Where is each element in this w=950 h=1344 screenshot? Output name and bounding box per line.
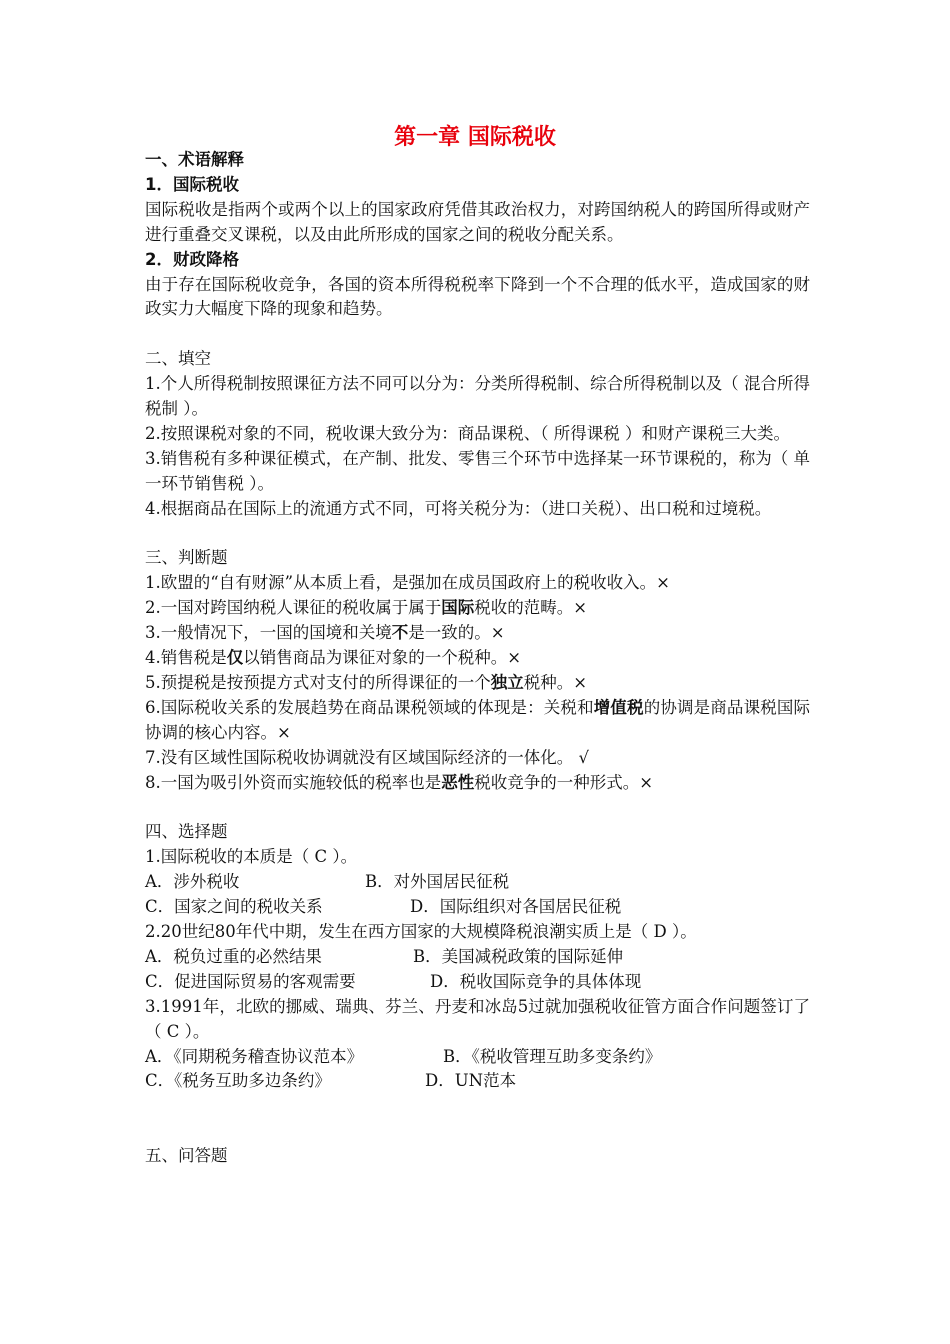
option-d: D．UN范本 bbox=[425, 1071, 517, 1091]
choice-options-1ab bbox=[145, 870, 810, 895]
section-heading-choice: 四、选择题 bbox=[145, 822, 228, 842]
judge-keyword: 恶性 bbox=[441, 772, 475, 792]
option-c: C．《税务互助多边条约》 bbox=[145, 1071, 331, 1091]
option-a: A．《同期税务稽查协议范本》 bbox=[145, 1046, 364, 1066]
choice-options-3cd bbox=[145, 1069, 810, 1094]
option-d: D．税收国际竞争的具体体现 bbox=[430, 971, 642, 991]
judge-keyword: 仅 bbox=[226, 648, 244, 668]
option-c: C．国家之间的税收关系 bbox=[145, 897, 323, 917]
judge-text: 8.一国为吸引外资而实施较低的税率也是 bbox=[145, 772, 442, 792]
judge-question-3 bbox=[145, 621, 810, 646]
term-title-2: 2．财政降格 bbox=[145, 249, 239, 269]
judge-question-1: 1.欧盟的“自有财源”从本质上看，是强加在成员国政府上的税收收入。× bbox=[145, 573, 670, 593]
judge-question-2 bbox=[145, 596, 810, 621]
judge-question-5 bbox=[145, 671, 810, 696]
judge-keyword: 独立 bbox=[490, 673, 524, 692]
judge-text: 4.销售税是 bbox=[145, 648, 227, 668]
judge-text: 6.国际税收关系的发展趋势在商品课税领域的体现是：关税和 bbox=[145, 697, 594, 717]
choice-question-3: 3.1991年，北欧的挪威、瑞典、芬兰、丹麦和冰岛5过就加强税收征管方面合作问题签订了（ C ）。 bbox=[145, 996, 810, 1041]
option-b: B．对外国居民征税 bbox=[365, 872, 510, 892]
section-heading-qa: 五、问答题 bbox=[145, 1146, 228, 1166]
fill-question-3: 3.销售税有多种课征模式，在产制、批发、零售三个环节中选择某一环节课税的，称为（ 单一环节销售税 ）。 bbox=[145, 448, 810, 493]
judge-question-4 bbox=[145, 646, 810, 671]
page-title: 第一章 国际税收 bbox=[394, 125, 556, 150]
judge-keyword: 增值税 bbox=[593, 697, 644, 717]
term-body-1: 国际税收是指两个或两个以上的国家政府凭借其政治权力，对跨国纳税人的跨国所得或财产进行重叠交叉课税，以及由此所形成的国家之间的税收分配关系。 bbox=[145, 199, 810, 244]
judge-question-6 bbox=[145, 696, 810, 746]
judge-text: 5.预提税是按预提方式对支付的所得课征的一个 bbox=[145, 673, 491, 692]
term-body-2: 由于存在国际税收竞争，各国的资本所得税税率下降到一个不合理的低水平，造成国家的财政实力大幅度下降的现象和趋势。 bbox=[145, 274, 810, 319]
judge-text: 税种。× bbox=[523, 673, 588, 692]
judge-keyword: 国际 bbox=[441, 598, 475, 618]
choice-options-2cd bbox=[145, 970, 810, 995]
option-b: B．《税收管理互助多变条约》 bbox=[443, 1046, 662, 1066]
option-c: C．促进国际贸易的客观需要 bbox=[145, 971, 356, 991]
term-title-1: 1．国际税收 bbox=[145, 174, 239, 194]
judge-text: 税收的范畴。× bbox=[474, 598, 588, 618]
option-a: A．税负过重的必然结果 bbox=[145, 946, 322, 966]
judge-text: 3.一般情况下，一国的国境和关境 bbox=[145, 623, 392, 643]
section-heading-terms: 一、术语解释 bbox=[145, 150, 244, 169]
fill-question-2: 2.按照课税对象的不同，税收课大致分为：商品课税、（ 所得课税 ）和财产课税三大类。 bbox=[145, 423, 790, 443]
fill-question-1: 1.个人所得税制按照课征方法不同可以分为：分类所得税制、综合所得税制以及（ 混合所得税制 ）。 bbox=[145, 374, 810, 419]
judge-question-8 bbox=[145, 771, 810, 796]
document-body bbox=[145, 148, 810, 1169]
choice-question-1: 1.国际税收的本质是（ C ）。 bbox=[145, 847, 358, 867]
fill-question-4: 4.根据商品在国际上的流通方式不同，可将关税分为：（进口关税）、出口税和过境税。 bbox=[145, 498, 772, 518]
judge-text: 税收竞争的一种形式。× bbox=[474, 772, 654, 792]
option-b: B．美国减税政策的国际延伸 bbox=[413, 946, 624, 966]
judge-text: 的协调是商品课税国际协调的核心内容。× bbox=[145, 697, 811, 742]
section-heading-judge: 三、判断题 bbox=[145, 548, 228, 568]
option-d: D．国际组织对各国居民征税 bbox=[410, 897, 622, 917]
judge-keyword: 不 bbox=[391, 623, 409, 643]
section-heading-fill: 二、填空 bbox=[145, 349, 211, 369]
option-a: A．涉外税收 bbox=[145, 872, 240, 892]
judge-text: 是一致的。× bbox=[408, 623, 505, 643]
judge-question-7: 7.没有区域性国际税收协调就没有区域国际经济的一体化。 √ bbox=[145, 747, 590, 767]
choice-options-2ab bbox=[145, 945, 810, 970]
judge-text: 以销售商品为课征对象的一个税种。× bbox=[243, 648, 522, 668]
judge-text: 2.一国对跨国纳税人课征的税收属于属于 bbox=[145, 598, 442, 618]
choice-options-1cd bbox=[145, 895, 810, 920]
choice-question-2: 2.20世纪80年代中期，发生在西方国家的大规模降税浪潮实质上是（ D ）。 bbox=[145, 922, 697, 942]
choice-options-3ab bbox=[145, 1045, 810, 1070]
